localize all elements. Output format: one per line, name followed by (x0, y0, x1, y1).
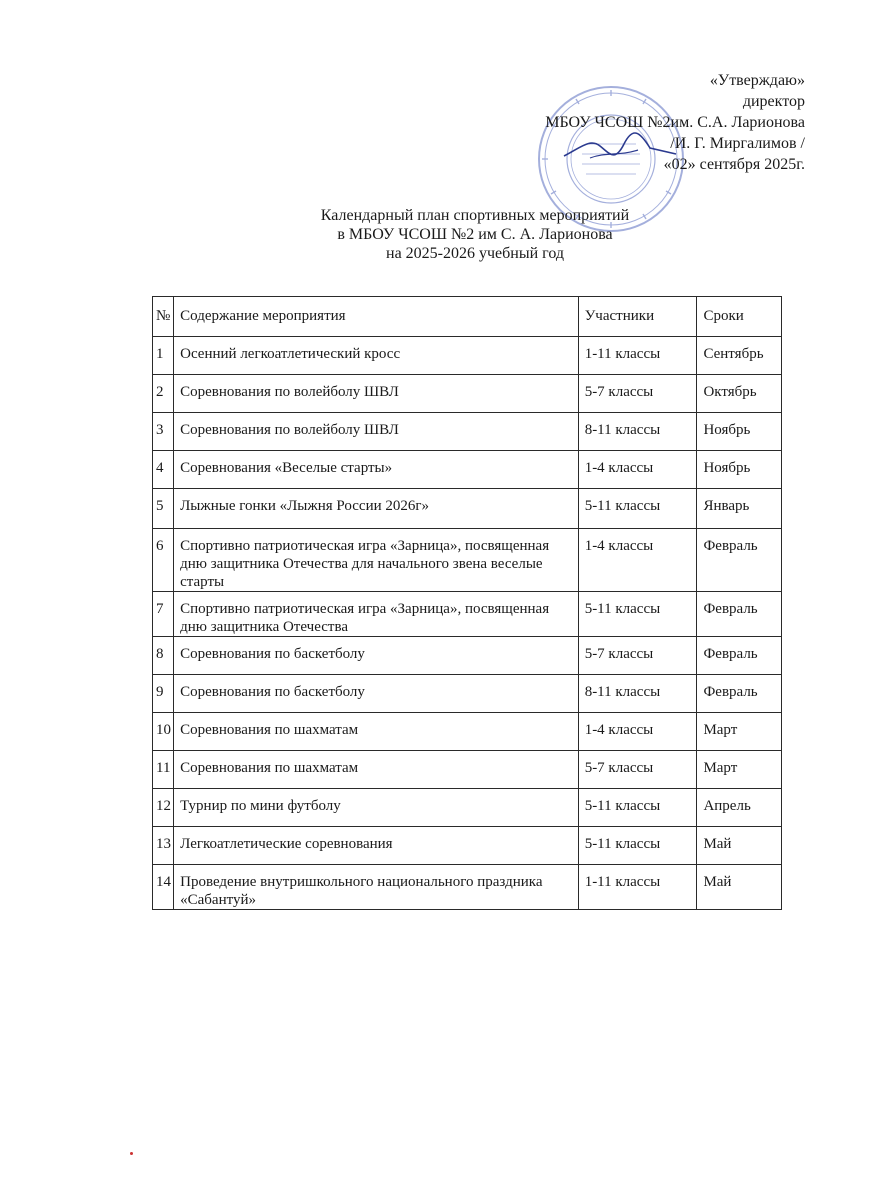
cell-participants: 5-11 классы (578, 592, 697, 637)
cell-term: Февраль (697, 675, 782, 713)
approval-name: /И. Г. Миргалимов / (670, 135, 805, 152)
cell-num: 14 (153, 865, 174, 910)
approval-organization: МБОУ ЧСОШ №2им. С.А. Ларионова (545, 114, 805, 131)
title-line-2: в МБОУ ЧСОШ №2 им С. А. Ларионова (337, 226, 613, 243)
cell-content: Легкоатлетические соревнования (174, 827, 579, 865)
cell-participants: 8-11 классы (578, 413, 697, 451)
approval-date: «02» сентября 2025г. (663, 156, 805, 173)
header-participants: Участники (578, 297, 697, 337)
cell-term: Апрель (697, 789, 782, 827)
cell-participants: 1-4 классы (578, 529, 697, 592)
table-row (153, 713, 782, 751)
scan-speck (130, 1152, 133, 1155)
table-row (153, 413, 782, 451)
title-line-1: Календарный план спортивных мероприятий (320, 207, 630, 224)
header-num: № (153, 297, 174, 337)
cell-term: Февраль (697, 529, 782, 592)
header-content: Содержание мероприятия (174, 297, 579, 337)
cell-term: Февраль (697, 637, 782, 675)
cell-num: 13 (153, 827, 174, 865)
cell-content: Лыжные гонки «Лыжня России 2026г» (174, 489, 579, 529)
cell-term: Ноябрь (697, 413, 782, 451)
cell-content: Осенний легкоатлетический кросс (174, 337, 579, 375)
cell-participants: 5-7 классы (578, 751, 697, 789)
cell-num: 4 (153, 451, 174, 489)
cell-num: 7 (153, 592, 174, 637)
cell-term: Май (697, 865, 782, 910)
approval-block (545, 70, 805, 175)
cell-term: Ноябрь (697, 451, 782, 489)
cell-term: Октябрь (697, 375, 782, 413)
cell-participants: 1-11 классы (578, 337, 697, 375)
table-row (153, 592, 782, 637)
cell-num: 5 (153, 489, 174, 529)
table-row (153, 529, 782, 592)
cell-content: Турнир по мини футболу (174, 789, 579, 827)
cell-content: Соревнования по баскетболу (174, 675, 579, 713)
cell-num: 6 (153, 529, 174, 592)
cell-content: Проведение внутришкольного национального праздника «Сабантуй» (174, 865, 579, 910)
table-row (153, 789, 782, 827)
cell-content: Соревнования по волейболу ШВЛ (174, 375, 579, 413)
cell-num: 8 (153, 637, 174, 675)
cell-num: 9 (153, 675, 174, 713)
cell-participants: 5-11 классы (578, 827, 697, 865)
header-term: Сроки (697, 297, 782, 337)
table-row (153, 489, 782, 529)
approval-heading: «Утверждаю» (709, 72, 805, 89)
cell-num: 1 (153, 337, 174, 375)
cell-num: 12 (153, 789, 174, 827)
cell-content: Соревнования по шахматам (174, 751, 579, 789)
cell-participants: 1-4 классы (578, 713, 697, 751)
cell-num: 11 (153, 751, 174, 789)
cell-num: 2 (153, 375, 174, 413)
cell-content: Соревнования по баскетболу (174, 637, 579, 675)
cell-participants: 8-11 классы (578, 675, 697, 713)
table-row (153, 637, 782, 675)
cell-participants: 5-11 классы (578, 789, 697, 827)
cell-participants: 5-7 классы (578, 637, 697, 675)
table-row (153, 675, 782, 713)
cell-participants: 5-7 классы (578, 375, 697, 413)
table-row (153, 337, 782, 375)
cell-term: Март (697, 713, 782, 751)
cell-content: Соревнования «Веселые старты» (174, 451, 579, 489)
cell-participants: 1-11 классы (578, 865, 697, 910)
title-line-3: на 2025-2026 учебный год (386, 245, 564, 262)
cell-content: Спортивно патриотическая игра «Зарница», посвященная дню защитника Отечества (174, 592, 579, 637)
approval-position: директор (742, 93, 805, 110)
table-row (153, 451, 782, 489)
table-row (153, 751, 782, 789)
cell-participants: 5-11 классы (578, 489, 697, 529)
table-row (153, 827, 782, 865)
cell-term: Январь (697, 489, 782, 529)
cell-content: Соревнования по волейболу ШВЛ (174, 413, 579, 451)
document-title (220, 206, 730, 263)
cell-content: Спортивно патриотическая игра «Зарница», посвященная дню защитника Отечества для начального звена веселые старты (174, 529, 579, 592)
table-header-row (153, 297, 782, 337)
cell-participants: 1-4 классы (578, 451, 697, 489)
table-row (153, 865, 782, 910)
cell-term: Февраль (697, 592, 782, 637)
cell-term: Март (697, 751, 782, 789)
cell-content: Соревнования по шахматам (174, 713, 579, 751)
cell-term: Май (697, 827, 782, 865)
table-row (153, 375, 782, 413)
cell-num: 10 (153, 713, 174, 751)
cell-num: 3 (153, 413, 174, 451)
cell-term: Сентябрь (697, 337, 782, 375)
events-table (152, 296, 782, 910)
